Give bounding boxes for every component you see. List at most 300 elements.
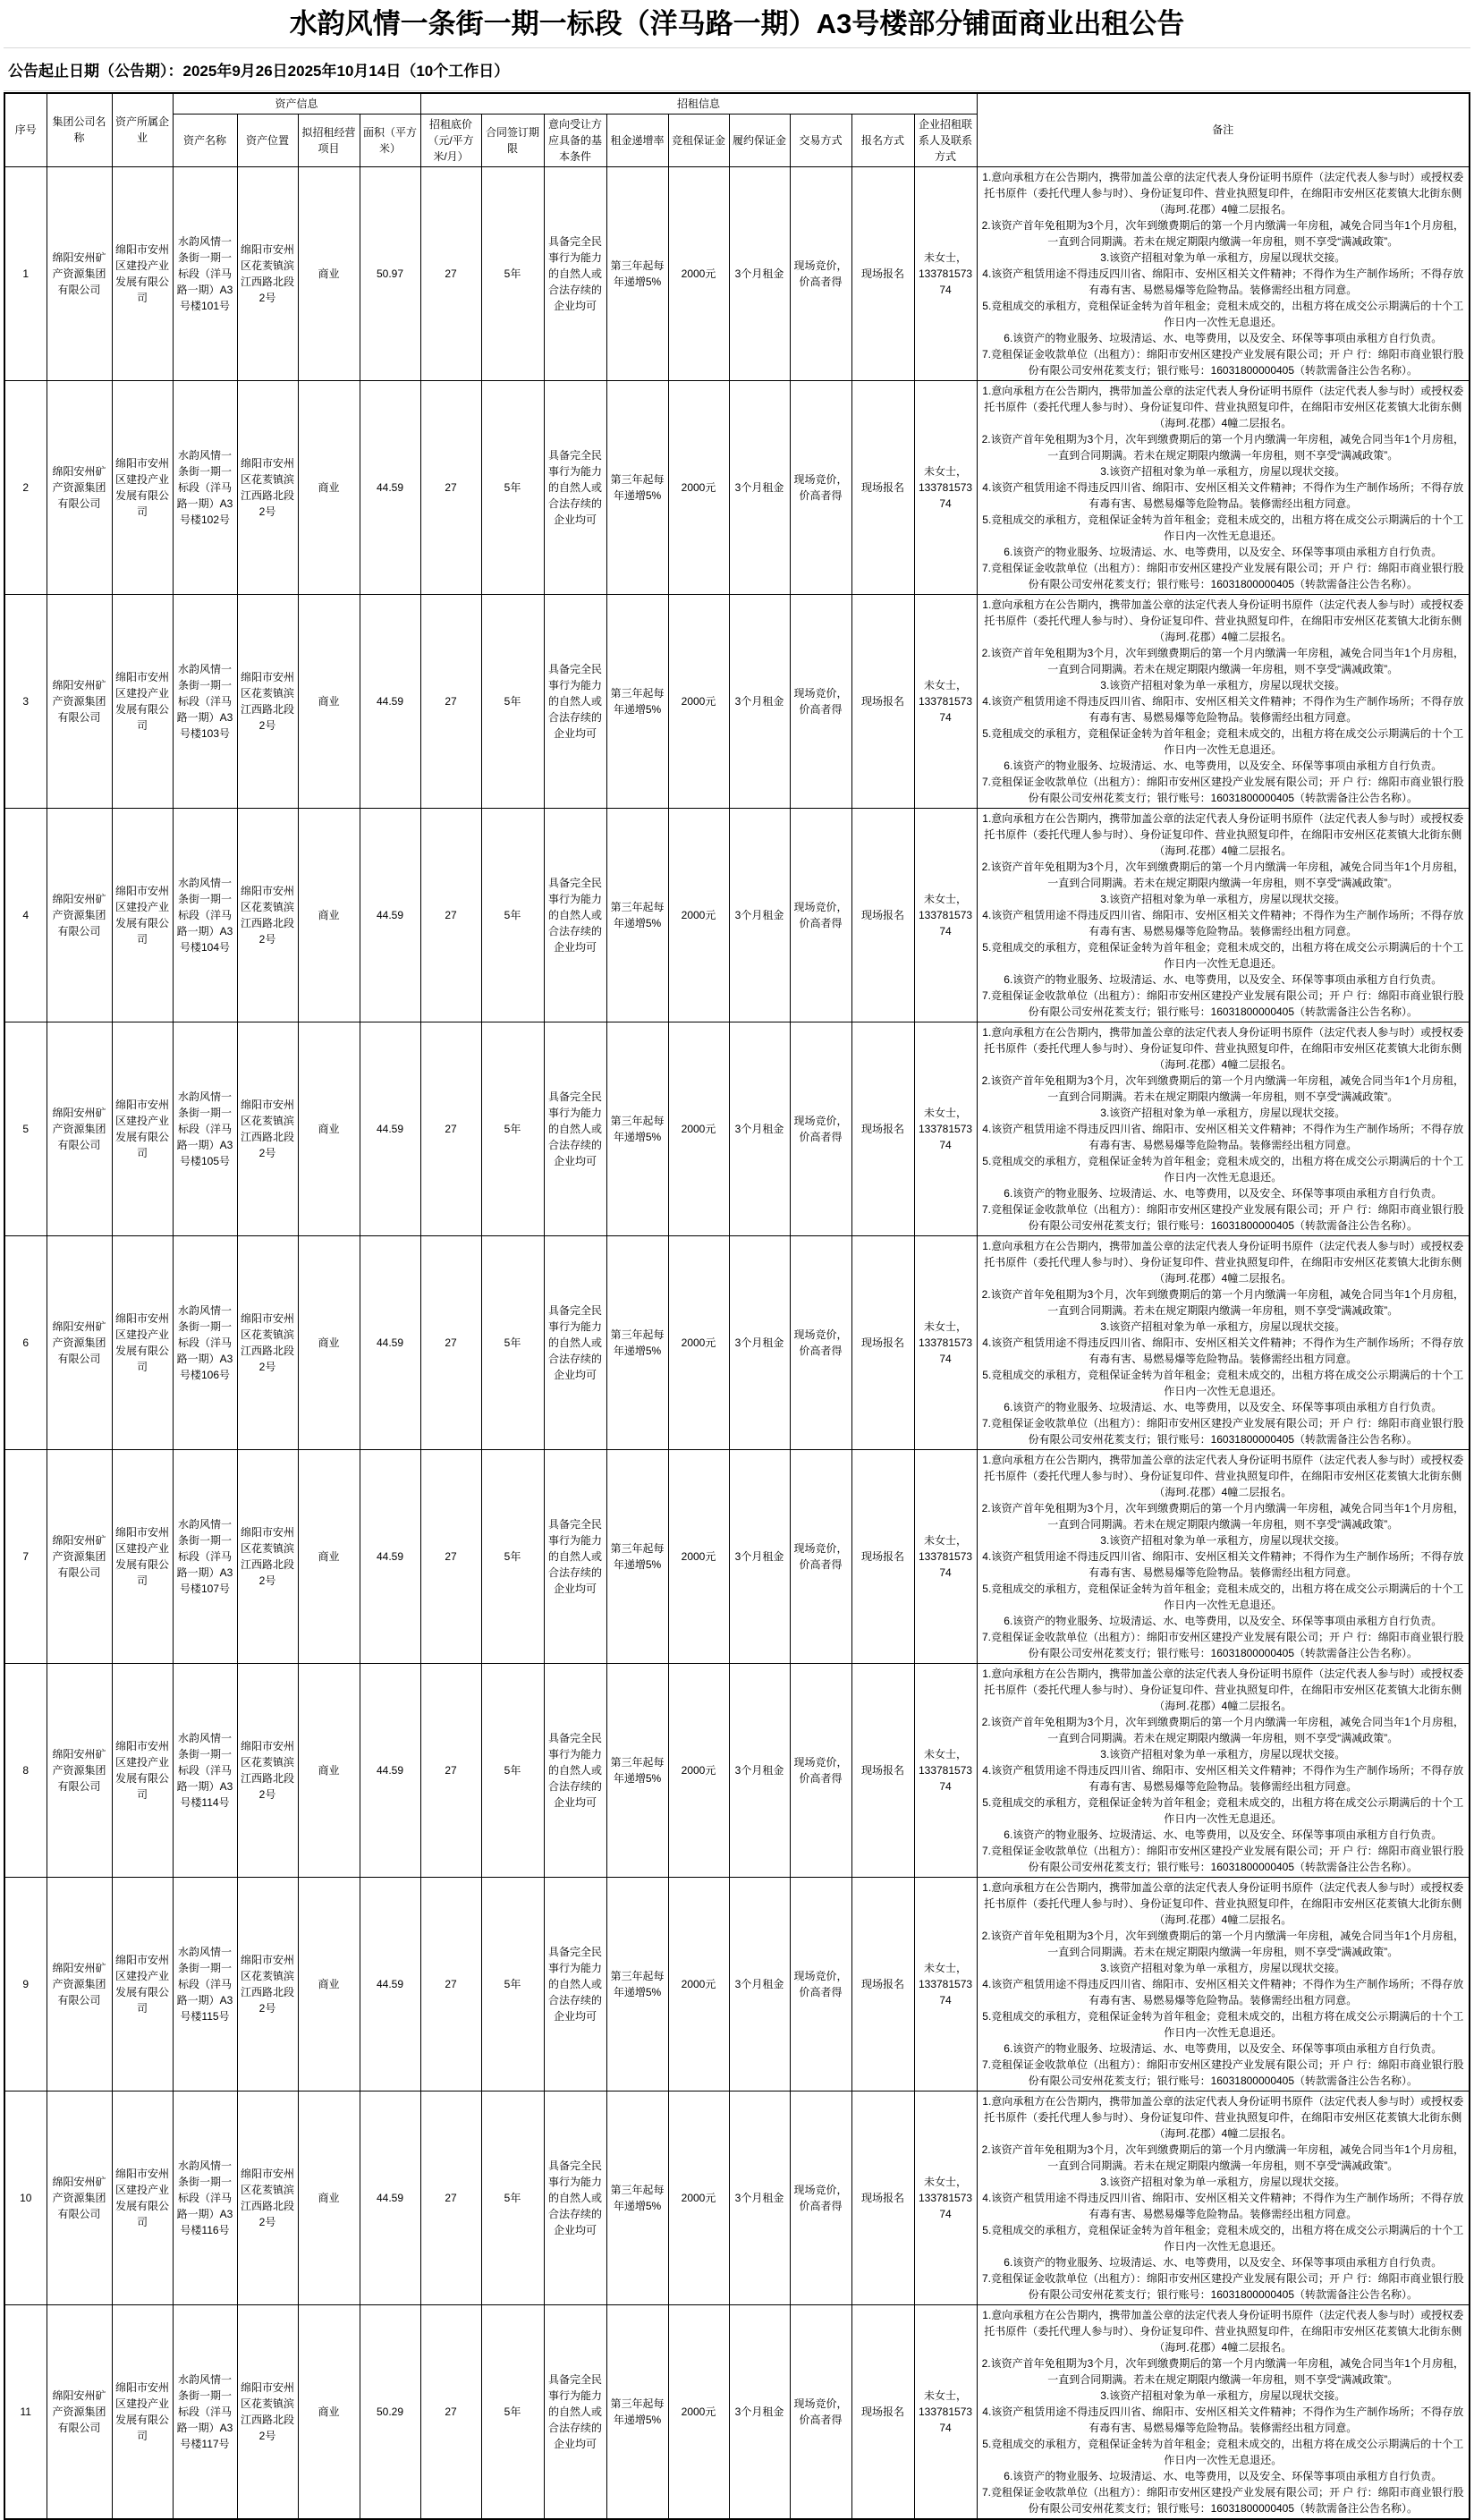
cell-contact: 未女士，13378157374 [914, 1235, 977, 1449]
cell-asset-location: 绵阳市安州区花荄镇滨江西路北段2号 [237, 1022, 298, 1235]
cell-serial: 8 [4, 1663, 47, 1877]
cell-rent-increase: 第三年起每年递增5% [606, 1449, 668, 1663]
remark-item: 7.竞租保证金收款单位（出租方）：绵阳市安州区建投产业发展有限公司；开 户 行：绵阳市商业银行股份有限公司安州花荄支行；银行账号：16031800000405（转款需备注公告名称）。 [981, 1630, 1464, 1659]
remark-item: 6.该资产的物业服务、垃圾清运、水、电等费用，以及安全、环保等事项由承租方自行负责。 [1004, 2255, 1443, 2269]
cell-bid-deposit: 2000元 [668, 380, 729, 594]
header-bid-deposit: 竞租保证金 [668, 114, 729, 166]
cell-group-company: 绵阳安州矿产资源集团有限公司 [47, 166, 112, 380]
table-header [4, 93, 1470, 167]
cell-serial: 11 [4, 2304, 47, 2519]
remark-item: 1.意向承租方在公告期内，携带加盖公章的法定代表人身份证明书原件（法定代表人参与时）或授权委托书原件（委托代理人参与时）、身份证复印件、营业执照复印件，在绵阳市安州区花荄镇大北街东侧（海珂.花郡）4幢二层报名。 [982, 384, 1464, 429]
cell-transaction-method: 现场竞价，价高者得 [790, 594, 851, 808]
cell-asset-enterprise: 绵阳市安州区建投产业发展有限公司 [112, 1449, 173, 1663]
cell-qualification: 具备完全民事行为能力的自然人或合法存续的企业均可 [544, 166, 606, 380]
remark-item: 3.该资产招租对象为单一承租方，房屋以现状交接。 [1100, 1747, 1346, 1761]
cell-asset-location: 绵阳市安州区花荄镇滨江西路北段2号 [237, 1449, 298, 1663]
remark-item: 2.该资产首年免租期为3个月，次年到缴费期后的第一个月内缴满一年房租，减免合同当年1个月房租，一直到合同期满。若未在规定期限内缴满一年房租，则不享受“满减政策”。 [981, 218, 1464, 248]
cell-registration-method: 现场报名 [851, 2091, 914, 2304]
cell-transaction-method: 现场竞价，价高者得 [790, 808, 851, 1022]
cell-contract-term: 5年 [481, 2091, 544, 2304]
cell-serial: 6 [4, 1235, 47, 1449]
cell-remarks [977, 166, 1470, 380]
cell-asset-enterprise: 绵阳市安州区建投产业发展有限公司 [112, 1663, 173, 1877]
cell-serial: 1 [4, 166, 47, 380]
remark-item: 5.竞租成交的承租方，竞租保证金转为首年租金；竞租未成交的，出租方将在成交公示期满后的十个工作日内一次性无息退还。 [982, 1154, 1464, 1184]
cell-asset-name: 水韵风情一条街一期一标段（洋马路一期）A3号楼105号 [173, 1022, 237, 1235]
remark-item: 3.该资产招租对象为单一承租方，房屋以现状交接。 [1100, 892, 1346, 905]
cell-area: 50.97 [360, 166, 420, 380]
remark-item: 3.该资产招租对象为单一承租方，房屋以现状交接。 [1100, 678, 1346, 692]
cell-performance-bond: 3个月租金 [729, 1022, 790, 1235]
header-base-price: 招租底价（元/平方米/月） [420, 114, 481, 166]
cell-serial: 5 [4, 1022, 47, 1235]
cell-serial: 9 [4, 1877, 47, 2091]
header-contact: 企业招租联系人及联系方式 [914, 114, 977, 166]
cell-base-price: 27 [420, 2304, 481, 2519]
cell-transaction-method: 现场竞价，价高者得 [790, 1235, 851, 1449]
cell-area: 44.59 [360, 1663, 420, 1877]
cell-bid-deposit: 2000元 [668, 1663, 729, 1877]
cell-transaction-method: 现场竞价，价高者得 [790, 166, 851, 380]
cell-registration-method: 现场报名 [851, 1663, 914, 1877]
cell-registration-method: 现场报名 [851, 1235, 914, 1449]
remark-item: 4.该资产租赁用途不得违反四川省、绵阳市、安州区相关文件精神；不得作为生产制作场所；不得存放有毒有害、易燃易爆等危险物品。装修需经出租方同意。 [982, 1336, 1464, 1365]
cell-performance-bond: 3个月租金 [729, 594, 790, 808]
cell-area: 44.59 [360, 380, 420, 594]
remark-item: 1.意向承租方在公告期内，携带加盖公章的法定代表人身份证明书原件（法定代表人参与时）或授权委托书原件（委托代理人参与时）、身份证复印件、营业执照复印件，在绵阳市安州区花荄镇大北街东侧（海珂.花郡）4幢二层报名。 [982, 1453, 1464, 1498]
remark-item: 2.该资产首年免租期为3个月，次年到缴费期后的第一个月内缴满一年房租，减免合同当年1个月房租，一直到合同期满。若未在规定期限内缴满一年房租，则不享受“满减政策”。 [981, 1073, 1464, 1103]
cell-asset-location: 绵阳市安州区花荄镇滨江西路北段2号 [237, 1235, 298, 1449]
cell-base-price: 27 [420, 380, 481, 594]
cell-remarks [977, 2304, 1470, 2519]
cell-registration-method: 现场报名 [851, 2304, 914, 2519]
cell-qualification: 具备完全民事行为能力的自然人或合法存续的企业均可 [544, 1663, 606, 1877]
header-serial: 序号 [4, 93, 47, 167]
cell-remarks [977, 380, 1470, 594]
cell-area: 44.59 [360, 1449, 420, 1663]
cell-asset-enterprise: 绵阳市安州区建投产业发展有限公司 [112, 1022, 173, 1235]
remark-item: 2.该资产首年免租期为3个月，次年到缴费期后的第一个月内缴满一年房租，减免合同当年1个月房租，一直到合同期满。若未在规定期限内缴满一年房租，则不享受“满减政策”。 [981, 1715, 1464, 1744]
remark-item: 4.该资产租赁用途不得违反四川省、绵阳市、安州区相关文件精神；不得作为生产制作场所；不得存放有毒有害、易燃易爆等危险物品。装修需经出租方同意。 [982, 2191, 1464, 2220]
cell-registration-method: 现场报名 [851, 380, 914, 594]
remark-item: 1.意向承租方在公告期内，携带加盖公章的法定代表人身份证明书原件（法定代表人参与时）或授权委托书原件（委托代理人参与时）、身份证复印件、营业执照复印件，在绵阳市安州区花荄镇大北街东侧（海珂.花郡）4幢二层报名。 [982, 2308, 1464, 2354]
cell-area: 44.59 [360, 808, 420, 1022]
cell-contact: 未女士，13378157374 [914, 1449, 977, 1663]
table-row [4, 166, 1470, 380]
cell-qualification: 具备完全民事行为能力的自然人或合法存续的企业均可 [544, 1235, 606, 1449]
cell-asset-name: 水韵风情一条街一期一标段（洋马路一期）A3号楼101号 [173, 166, 237, 380]
remark-item: 7.竞租保证金收款单位（出租方）：绵阳市安州区建投产业发展有限公司；开 户 行：绵阳市商业银行股份有限公司安州花荄支行；银行账号：16031800000405（转款需备注公告名称）。 [981, 1202, 1464, 1232]
header-area: 面积（平方米） [360, 114, 420, 166]
cell-contract-term: 5年 [481, 1235, 544, 1449]
remark-item: 3.该资产招租对象为单一承租方，房屋以现状交接。 [1100, 2388, 1346, 2402]
remark-item: 4.该资产租赁用途不得违反四川省、绵阳市、安州区相关文件精神；不得作为生产制作场所；不得存放有毒有害、易燃易爆等危险物品。装修需经出租方同意。 [982, 2405, 1464, 2434]
remark-item: 7.竞租保证金收款单位（出租方）：绵阳市安州区建投产业发展有限公司；开 户 行：绵阳市商业银行股份有限公司安州花荄支行；银行账号：16031800000405（转款需备注公告名称）。 [981, 2058, 1464, 2087]
remark-item: 6.该资产的物业服务、垃圾清运、水、电等费用，以及安全、环保等事项由承租方自行负责。 [1004, 2469, 1443, 2482]
remark-item: 1.意向承租方在公告期内，携带加盖公章的法定代表人身份证明书原件（法定代表人参与时）或授权委托书原件（委托代理人参与时）、身份证复印件、营业执照复印件，在绵阳市安州区花荄镇大北街东侧（海珂.花郡）4幢二层报名。 [982, 1239, 1464, 1285]
remark-item: 5.竞租成交的承租方，竞租保证金转为首年租金；竞租未成交的，出租方将在成交公示期满后的十个工作日内一次性无息退还。 [982, 513, 1464, 542]
cell-business-project: 商业 [298, 166, 360, 380]
remark-item: 5.竞租成交的承租方，竞租保证金转为首年租金；竞租未成交的，出租方将在成交公示期满后的十个工作日内一次性无息退还。 [982, 940, 1464, 970]
cell-qualification: 具备完全民事行为能力的自然人或合法存续的企业均可 [544, 1877, 606, 2091]
remark-item: 7.竞租保证金收款单位（出租方）：绵阳市安州区建投产业发展有限公司；开 户 行：绵阳市商业银行股份有限公司安州花荄支行；银行账号：16031800000405（转款需备注公告名称）。 [981, 2485, 1464, 2515]
remark-item: 5.竞租成交的承租方，竞租保证金转为首年租金；竞租未成交的，出租方将在成交公示期满后的十个工作日内一次性无息退还。 [982, 2437, 1464, 2466]
remark-item: 6.该资产的物业服务、垃圾清运、水、电等费用，以及安全、环保等事项由承租方自行负责。 [1004, 1614, 1443, 1627]
cell-remarks [977, 1449, 1470, 1663]
cell-contract-term: 5年 [481, 166, 544, 380]
cell-registration-method: 现场报名 [851, 594, 914, 808]
cell-remarks [977, 808, 1470, 1022]
header-asset-enterprise: 资产所属企业 [112, 93, 173, 167]
cell-asset-location: 绵阳市安州区花荄镇滨江西路北段2号 [237, 2091, 298, 2304]
cell-asset-name: 水韵风情一条街一期一标段（洋马路一期）A3号楼116号 [173, 2091, 237, 2304]
cell-contract-term: 5年 [481, 1022, 544, 1235]
cell-base-price: 27 [420, 2091, 481, 2304]
cell-bid-deposit: 2000元 [668, 1235, 729, 1449]
remark-item: 2.该资产首年免租期为3个月，次年到缴费期后的第一个月内缴满一年房租，减免合同当年1个月房租，一直到合同期满。若未在规定期限内缴满一年房租，则不享受“满减政策”。 [981, 646, 1464, 675]
cell-group-company: 绵阳安州矿产资源集团有限公司 [47, 808, 112, 1022]
cell-transaction-method: 现场竞价，价高者得 [790, 1449, 851, 1663]
cell-bid-deposit: 2000元 [668, 2304, 729, 2519]
remark-item: 3.该资产招租对象为单一承租方，房屋以现状交接。 [1100, 2175, 1346, 2188]
table-body [4, 166, 1470, 2519]
cell-group-company: 绵阳安州矿产资源集团有限公司 [47, 1877, 112, 2091]
remark-item: 2.该资产首年免租期为3个月，次年到缴费期后的第一个月内缴满一年房租，减免合同当年1个月房租，一直到合同期满。若未在规定期限内缴满一年房租，则不享受“满减政策”。 [981, 1501, 1464, 1531]
cell-rent-increase: 第三年起每年递增5% [606, 380, 668, 594]
remark-item: 7.竞租保证金收款单位（出租方）：绵阳市安州区建投产业发展有限公司；开 户 行：绵阳市商业银行股份有限公司安州花荄支行；银行账号：16031800000405（转款需备注公告名称）。 [981, 2271, 1464, 2301]
cell-base-price: 27 [420, 1663, 481, 1877]
header-group-asset-info: 资产信息 [173, 93, 420, 115]
cell-asset-enterprise: 绵阳市安州区建投产业发展有限公司 [112, 2304, 173, 2519]
cell-contact: 未女士，13378157374 [914, 594, 977, 808]
cell-qualification: 具备完全民事行为能力的自然人或合法存续的企业均可 [544, 1449, 606, 1663]
cell-contract-term: 5年 [481, 594, 544, 808]
cell-rent-increase: 第三年起每年递增5% [606, 594, 668, 808]
cell-registration-method: 现场报名 [851, 1449, 914, 1663]
remark-item: 1.意向承租方在公告期内，携带加盖公章的法定代表人身份证明书原件（法定代表人参与时）或授权委托书原件（委托代理人参与时）、身份证复印件、营业执照复印件，在绵阳市安州区花荄镇大北街东侧（海珂.花郡）4幢二层报名。 [982, 1025, 1464, 1071]
cell-registration-method: 现场报名 [851, 808, 914, 1022]
cell-performance-bond: 3个月租金 [729, 2091, 790, 2304]
cell-contact: 未女士，13378157374 [914, 2304, 977, 2519]
cell-qualification: 具备完全民事行为能力的自然人或合法存续的企业均可 [544, 1022, 606, 1235]
cell-area: 44.59 [360, 1877, 420, 2091]
cell-asset-name: 水韵风情一条街一期一标段（洋马路一期）A3号楼102号 [173, 380, 237, 594]
cell-registration-method: 现场报名 [851, 1022, 914, 1235]
remark-item: 3.该资产招租对象为单一承租方，房屋以现状交接。 [1100, 1319, 1346, 1333]
header-rent-increase: 租金递增率 [606, 114, 668, 166]
cell-bid-deposit: 2000元 [668, 166, 729, 380]
cell-base-price: 27 [420, 594, 481, 808]
remark-item: 7.竞租保证金收款单位（出租方）：绵阳市安州区建投产业发展有限公司；开 户 行：绵阳市商业银行股份有限公司安州花荄支行；银行账号：16031800000405（转款需备注公告名称）。 [981, 1416, 1464, 1446]
remark-item: 5.竞租成交的承租方，竞租保证金转为首年租金；竞租未成交的，出租方将在成交公示期满后的十个工作日内一次性无息退还。 [982, 2223, 1464, 2253]
remark-item: 6.该资产的物业服务、垃圾清运、水、电等费用，以及安全、环保等事项由承租方自行负责。 [1004, 331, 1443, 344]
cell-bid-deposit: 2000元 [668, 1022, 729, 1235]
cell-asset-location: 绵阳市安州区花荄镇滨江西路北段2号 [237, 166, 298, 380]
cell-serial: 3 [4, 594, 47, 808]
cell-group-company: 绵阳安州矿产资源集团有限公司 [47, 1449, 112, 1663]
remark-item: 1.意向承租方在公告期内，携带加盖公章的法定代表人身份证明书原件（法定代表人参与时）或授权委托书原件（委托代理人参与时）、身份证复印件、营业执照复印件，在绵阳市安州区花荄镇大北街东侧（海珂.花郡）4幢二层报名。 [982, 1667, 1464, 1712]
remark-item: 4.该资产租赁用途不得违反四川省、绵阳市、安州区相关文件精神；不得作为生产制作场所；不得存放有毒有害、易燃易爆等危险物品。装修需经出租方同意。 [982, 694, 1464, 724]
cell-rent-increase: 第三年起每年递增5% [606, 808, 668, 1022]
remark-item: 3.该资产招租对象为单一承租方，房屋以现状交接。 [1100, 1961, 1346, 1974]
cell-performance-bond: 3个月租金 [729, 1877, 790, 2091]
cell-rent-increase: 第三年起每年递增5% [606, 1663, 668, 1877]
cell-transaction-method: 现场竞价，价高者得 [790, 2304, 851, 2519]
header-performance-bond: 履约保证金 [729, 114, 790, 166]
remark-item: 2.该资产首年免租期为3个月，次年到缴费期后的第一个月内缴满一年房租，减免合同当年1个月房租，一直到合同期满。若未在规定期限内缴满一年房租，则不享受“满减政策”。 [981, 860, 1464, 889]
cell-remarks [977, 1235, 1470, 1449]
table-row [4, 1449, 1470, 1663]
cell-contact: 未女士，13378157374 [914, 380, 977, 594]
cell-rent-increase: 第三年起每年递增5% [606, 1022, 668, 1235]
table-row [4, 594, 1470, 808]
cell-contact: 未女士，13378157374 [914, 808, 977, 1022]
remark-item: 3.该资产招租对象为单一承租方，房屋以现状交接。 [1100, 1106, 1346, 1119]
cell-business-project: 商业 [298, 380, 360, 594]
cell-bid-deposit: 2000元 [668, 808, 729, 1022]
remark-item: 2.该资产首年免租期为3个月，次年到缴费期后的第一个月内缴满一年房租，减免合同当年1个月房租，一直到合同期满。若未在规定期限内缴满一年房租，则不享受“满减政策”。 [981, 432, 1464, 462]
remark-item: 5.竞租成交的承租方，竞租保证金转为首年租金；竞租未成交的，出租方将在成交公示期满后的十个工作日内一次性无息退还。 [982, 1368, 1464, 1397]
cell-asset-name: 水韵风情一条街一期一标段（洋马路一期）A3号楼103号 [173, 594, 237, 808]
cell-rent-increase: 第三年起每年递增5% [606, 1877, 668, 2091]
remark-item: 4.该资产租赁用途不得违反四川省、绵阳市、安州区相关文件精神；不得作为生产制作场所；不得存放有毒有害、易燃易爆等危险物品。装修需经出租方同意。 [982, 480, 1464, 510]
cell-business-project: 商业 [298, 1449, 360, 1663]
cell-remarks [977, 2091, 1470, 2304]
cell-bid-deposit: 2000元 [668, 2091, 729, 2304]
cell-contract-term: 5年 [481, 2304, 544, 2519]
cell-remarks [977, 1663, 1470, 1877]
table-row [4, 380, 1470, 594]
remark-item: 6.该资产的物业服务、垃圾清运、水、电等费用，以及安全、环保等事项由承租方自行负责。 [1004, 545, 1443, 558]
cell-performance-bond: 3个月租金 [729, 166, 790, 380]
cell-group-company: 绵阳安州矿产资源集团有限公司 [47, 380, 112, 594]
cell-bid-deposit: 2000元 [668, 594, 729, 808]
header-group-leasing-info: 招租信息 [420, 93, 977, 115]
remark-item: 7.竞租保证金收款单位（出租方）：绵阳市安州区建投产业发展有限公司；开 户 行：绵阳市商业银行股份有限公司安州花荄支行；银行账号：16031800000405（转款需备注公告名称）。 [981, 988, 1464, 1018]
cell-remarks [977, 1877, 1470, 2091]
cell-qualification: 具备完全民事行为能力的自然人或合法存续的企业均可 [544, 808, 606, 1022]
cell-asset-enterprise: 绵阳市安州区建投产业发展有限公司 [112, 2091, 173, 2304]
remark-item: 1.意向承租方在公告期内，携带加盖公章的法定代表人身份证明书原件（法定代表人参与时）或授权委托书原件（委托代理人参与时）、身份证复印件、营业执照复印件，在绵阳市安州区花荄镇大北街东侧（海珂.花郡）4幢二层报名。 [982, 598, 1464, 643]
cell-asset-name: 水韵风情一条街一期一标段（洋马路一期）A3号楼104号 [173, 808, 237, 1022]
cell-asset-location: 绵阳市安州区花荄镇滨江西路北段2号 [237, 2304, 298, 2519]
cell-base-price: 27 [420, 1022, 481, 1235]
cell-base-price: 27 [420, 1449, 481, 1663]
cell-base-price: 27 [420, 1235, 481, 1449]
cell-performance-bond: 3个月租金 [729, 1235, 790, 1449]
cell-transaction-method: 现场竞价，价高者得 [790, 2091, 851, 2304]
cell-contact: 未女士，13378157374 [914, 1022, 977, 1235]
cell-group-company: 绵阳安州矿产资源集团有限公司 [47, 1235, 112, 1449]
remark-item: 3.该资产招租对象为单一承租方，房屋以现状交接。 [1100, 1533, 1346, 1547]
rental-table [4, 92, 1470, 2520]
cell-rent-increase: 第三年起每年递增5% [606, 2091, 668, 2304]
table-row [4, 1663, 1470, 1877]
remark-item: 4.该资产租赁用途不得违反四川省、绵阳市、安州区相关文件精神；不得作为生产制作场所；不得存放有毒有害、易燃易爆等危险物品。装修需经出租方同意。 [982, 1977, 1464, 2007]
cell-remarks [977, 594, 1470, 808]
cell-contact: 未女士，13378157374 [914, 1663, 977, 1877]
cell-business-project: 商业 [298, 1022, 360, 1235]
remark-item: 7.竞租保证金收款单位（出租方）：绵阳市安州区建投产业发展有限公司；开 户 行：绵阳市商业银行股份有限公司安州花荄支行；银行账号：16031800000405（转款需备注公告名称）。 [981, 347, 1464, 377]
remark-item: 5.竞租成交的承租方，竞租保证金转为首年租金；竞租未成交的，出租方将在成交公示期满后的十个工作日内一次性无息退还。 [982, 726, 1464, 756]
table-row [4, 1877, 1470, 2091]
header-asset-location: 资产位置 [237, 114, 298, 166]
remark-item: 1.意向承租方在公告期内，携带加盖公章的法定代表人身份证明书原件（法定代表人参与时）或授权委托书原件（委托代理人参与时）、身份证复印件、营业执照复印件，在绵阳市安州区花荄镇大北街东侧（海珂.花郡）4幢二层报名。 [982, 1880, 1464, 1926]
table-row [4, 2091, 1470, 2304]
remark-item: 2.该资产首年免租期为3个月，次年到缴费期后的第一个月内缴满一年房租，减免合同当年1个月房租，一直到合同期满。若未在规定期限内缴满一年房租，则不享受“满减政策”。 [981, 2356, 1464, 2386]
cell-business-project: 商业 [298, 2304, 360, 2519]
remark-item: 4.该资产租赁用途不得违反四川省、绵阳市、安州区相关文件精神；不得作为生产制作场所；不得存放有毒有害、易燃易爆等危险物品。装修需经出租方同意。 [982, 1122, 1464, 1151]
cell-business-project: 商业 [298, 808, 360, 1022]
cell-asset-enterprise: 绵阳市安州区建投产业发展有限公司 [112, 808, 173, 1022]
remark-item: 2.该资产首年免租期为3个月，次年到缴费期后的第一个月内缴满一年房租，减免合同当年1个月房租，一直到合同期满。若未在规定期限内缴满一年房租，则不享受“满减政策”。 [981, 1287, 1464, 1317]
header-group-company: 集团公司名称 [47, 93, 112, 167]
remark-item: 6.该资产的物业服务、垃圾清运、水、电等费用，以及安全、环保等事项由承租方自行负责。 [1004, 1400, 1443, 1413]
remark-item: 7.竞租保证金收款单位（出租方）：绵阳市安州区建投产业发展有限公司；开 户 行：绵阳市商业银行股份有限公司安州花荄支行；银行账号：16031800000405（转款需备注公告名称）。 [981, 775, 1464, 804]
remark-item: 7.竞租保证金收款单位（出租方）：绵阳市安州区建投产业发展有限公司；开 户 行：绵阳市商业银行股份有限公司安州花荄支行；银行账号：16031800000405（转款需备注公告名称）。 [981, 1844, 1464, 1873]
cell-asset-name: 水韵风情一条街一期一标段（洋马路一期）A3号楼115号 [173, 1877, 237, 2091]
cell-asset-location: 绵阳市安州区花荄镇滨江西路北段2号 [237, 380, 298, 594]
header-contract-term: 合同签订期限 [481, 114, 544, 166]
cell-transaction-method: 现场竞价，价高者得 [790, 1877, 851, 2091]
header-group-row [4, 93, 1470, 115]
cell-rent-increase: 第三年起每年递增5% [606, 166, 668, 380]
cell-asset-location: 绵阳市安州区花荄镇滨江西路北段2号 [237, 808, 298, 1022]
remark-item: 7.竞租保证金收款单位（出租方）：绵阳市安州区建投产业发展有限公司；开 户 行：绵阳市商业银行股份有限公司安州花荄支行；银行账号：16031800000405（转款需备注公告名称）。 [981, 561, 1464, 590]
cell-registration-method: 现场报名 [851, 166, 914, 380]
remark-item: 6.该资产的物业服务、垃圾清运、水、电等费用，以及安全、环保等事项由承租方自行负责。 [1004, 759, 1443, 772]
cell-remarks [977, 1022, 1470, 1235]
cell-group-company: 绵阳安州矿产资源集团有限公司 [47, 1022, 112, 1235]
cell-contact: 未女士，13378157374 [914, 2091, 977, 2304]
cell-contact: 未女士，13378157374 [914, 1877, 977, 2091]
header-registration-method: 报名方式 [851, 114, 914, 166]
header-business-project: 拟招租经营项目 [298, 114, 360, 166]
cell-qualification: 具备完全民事行为能力的自然人或合法存续的企业均可 [544, 380, 606, 594]
cell-qualification: 具备完全民事行为能力的自然人或合法存续的企业均可 [544, 594, 606, 808]
table-row [4, 1022, 1470, 1235]
cell-performance-bond: 3个月租金 [729, 380, 790, 594]
cell-performance-bond: 3个月租金 [729, 808, 790, 1022]
cell-asset-name: 水韵风情一条街一期一标段（洋马路一期）A3号楼114号 [173, 1663, 237, 1877]
remark-item: 2.该资产首年免租期为3个月，次年到缴费期后的第一个月内缴满一年房租，减免合同当年1个月房租，一直到合同期满。若未在规定期限内缴满一年房租，则不享受“满减政策”。 [981, 1929, 1464, 1958]
cell-business-project: 商业 [298, 1235, 360, 1449]
remark-item: 4.该资产租赁用途不得违反四川省、绵阳市、安州区相关文件精神；不得作为生产制作场所；不得存放有毒有害、易燃易爆等危险物品。装修需经出租方同意。 [982, 1549, 1464, 1579]
cell-asset-location: 绵阳市安州区花荄镇滨江西路北段2号 [237, 1663, 298, 1877]
remark-item: 2.该资产首年免租期为3个月，次年到缴费期后的第一个月内缴满一年房租，减免合同当年1个月房租，一直到合同期满。若未在规定期限内缴满一年房租，则不享受“满减政策”。 [981, 2142, 1464, 2172]
cell-performance-bond: 3个月租金 [729, 2304, 790, 2519]
cell-business-project: 商业 [298, 594, 360, 808]
cell-area: 44.59 [360, 594, 420, 808]
cell-transaction-method: 现场竞价，价高者得 [790, 380, 851, 594]
cell-base-price: 27 [420, 166, 481, 380]
remark-item: 1.意向承租方在公告期内，携带加盖公章的法定代表人身份证明书原件（法定代表人参与时）或授权委托书原件（委托代理人参与时）、身份证复印件、营业执照复印件，在绵阳市安州区花荄镇大北街东侧（海珂.花郡）4幢二层报名。 [982, 811, 1464, 857]
cell-contract-term: 5年 [481, 380, 544, 594]
cell-asset-enterprise: 绵阳市安州区建投产业发展有限公司 [112, 1235, 173, 1449]
cell-area: 44.59 [360, 1235, 420, 1449]
remark-item: 4.该资产租赁用途不得违反四川省、绵阳市、安州区相关文件精神；不得作为生产制作场所；不得存放有毒有害、易燃易爆等危险物品。装修需经出租方同意。 [982, 267, 1464, 296]
header-asset-name: 资产名称 [173, 114, 237, 166]
cell-contract-term: 5年 [481, 1663, 544, 1877]
header-qualification: 意向受让方应具备的基本条件 [544, 114, 606, 166]
cell-contract-term: 5年 [481, 1877, 544, 2091]
cell-group-company: 绵阳安州矿产资源集团有限公司 [47, 2091, 112, 2304]
cell-contract-term: 5年 [481, 1449, 544, 1663]
cell-serial: 2 [4, 380, 47, 594]
remark-item: 3.该资产招租对象为单一承租方，房屋以现状交接。 [1100, 464, 1346, 478]
header-transaction-method: 交易方式 [790, 114, 851, 166]
header-remarks: 备注 [977, 93, 1470, 167]
cell-group-company: 绵阳安州矿产资源集团有限公司 [47, 1663, 112, 1877]
cell-performance-bond: 3个月租金 [729, 1449, 790, 1663]
cell-group-company: 绵阳安州矿产资源集团有限公司 [47, 2304, 112, 2519]
cell-contract-term: 5年 [481, 808, 544, 1022]
cell-base-price: 27 [420, 1877, 481, 2091]
cell-rent-increase: 第三年起每年递增5% [606, 2304, 668, 2519]
cell-qualification: 具备完全民事行为能力的自然人或合法存续的企业均可 [544, 2304, 606, 2519]
remark-item: 5.竞租成交的承租方，竞租保证金转为首年租金；竞租未成交的，出租方将在成交公示期满后的十个工作日内一次性无息退还。 [982, 1795, 1464, 1825]
cell-bid-deposit: 2000元 [668, 1877, 729, 2091]
cell-base-price: 27 [420, 808, 481, 1022]
announcement-period: 公告起止日期（公告期）：2025年9月26日2025年10月14日（10个工作日） [4, 48, 1470, 91]
cell-asset-enterprise: 绵阳市安州区建投产业发展有限公司 [112, 1877, 173, 2091]
cell-registration-method: 现场报名 [851, 1877, 914, 2091]
cell-asset-name: 水韵风情一条街一期一标段（洋马路一期）A3号楼107号 [173, 1449, 237, 1663]
table-row [4, 1235, 1470, 1449]
remark-item: 5.竞租成交的承租方，竞租保证金转为首年租金；竞租未成交的，出租方将在成交公示期满后的十个工作日内一次性无息退还。 [982, 299, 1464, 328]
remark-item: 6.该资产的物业服务、垃圾清运、水、电等费用，以及安全、环保等事项由承租方自行负责。 [1004, 972, 1443, 986]
page-title: 水韵风情一条街一期一标段（洋马路一期）A3号楼部分铺面商业出租公告 [4, 2, 1470, 48]
cell-asset-enterprise: 绵阳市安州区建投产业发展有限公司 [112, 166, 173, 380]
cell-bid-deposit: 2000元 [668, 1449, 729, 1663]
cell-area: 44.59 [360, 2091, 420, 2304]
remark-item: 1.意向承租方在公告期内，携带加盖公章的法定代表人身份证明书原件（法定代表人参与时）或授权委托书原件（委托代理人参与时）、身份证复印件、营业执照复印件，在绵阳市安州区花荄镇大北街东侧（海珂.花郡）4幢二层报名。 [982, 170, 1464, 216]
table-row [4, 808, 1470, 1022]
cell-asset-enterprise: 绵阳市安州区建投产业发展有限公司 [112, 380, 173, 594]
remark-item: 5.竞租成交的承租方，竞租保证金转为首年租金；竞租未成交的，出租方将在成交公示期满后的十个工作日内一次性无息退还。 [982, 1582, 1464, 1611]
cell-serial: 10 [4, 2091, 47, 2304]
cell-rent-increase: 第三年起每年递增5% [606, 1235, 668, 1449]
cell-area: 44.59 [360, 1022, 420, 1235]
cell-serial: 4 [4, 808, 47, 1022]
cell-asset-enterprise: 绵阳市安州区建投产业发展有限公司 [112, 594, 173, 808]
cell-transaction-method: 现场竞价，价高者得 [790, 1663, 851, 1877]
cell-area: 50.29 [360, 2304, 420, 2519]
remark-item: 6.该资产的物业服务、垃圾清运、水、电等费用，以及安全、环保等事项由承租方自行负责。 [1004, 2041, 1443, 2055]
remark-item: 3.该资产招租对象为单一承租方，房屋以现状交接。 [1100, 250, 1346, 264]
cell-group-company: 绵阳安州矿产资源集团有限公司 [47, 594, 112, 808]
remark-item: 6.该资产的物业服务、垃圾清运、水、电等费用，以及安全、环保等事项由承租方自行负责。 [1004, 1828, 1443, 1841]
cell-business-project: 商业 [298, 1663, 360, 1877]
table-row [4, 2304, 1470, 2519]
remark-item: 6.该资产的物业服务、垃圾清运、水、电等费用，以及安全、环保等事项由承租方自行负责。 [1004, 1186, 1443, 1200]
cell-business-project: 商业 [298, 2091, 360, 2304]
remark-item: 5.竞租成交的承租方，竞租保证金转为首年租金；竞租未成交的，出租方将在成交公示期满后的十个工作日内一次性无息退还。 [982, 2009, 1464, 2039]
cell-asset-name: 水韵风情一条街一期一标段（洋马路一期）A3号楼117号 [173, 2304, 237, 2519]
remark-item: 1.意向承租方在公告期内，携带加盖公章的法定代表人身份证明书原件（法定代表人参与时）或授权委托书原件（委托代理人参与时）、身份证复印件、营业执照复印件，在绵阳市安州区花荄镇大北街东侧（海珂.花郡）4幢二层报名。 [982, 2094, 1464, 2140]
cell-asset-location: 绵阳市安州区花荄镇滨江西路北段2号 [237, 594, 298, 808]
remark-item: 4.该资产租赁用途不得违反四川省、绵阳市、安州区相关文件精神；不得作为生产制作场所；不得存放有毒有害、易燃易爆等危险物品。装修需经出租方同意。 [982, 1763, 1464, 1793]
cell-serial: 7 [4, 1449, 47, 1663]
cell-asset-name: 水韵风情一条街一期一标段（洋马路一期）A3号楼106号 [173, 1235, 237, 1449]
cell-contact: 未女士，13378157374 [914, 166, 977, 380]
cell-qualification: 具备完全民事行为能力的自然人或合法存续的企业均可 [544, 2091, 606, 2304]
cell-asset-location: 绵阳市安州区花荄镇滨江西路北段2号 [237, 1877, 298, 2091]
cell-performance-bond: 3个月租金 [729, 1663, 790, 1877]
cell-transaction-method: 现场竞价，价高者得 [790, 1022, 851, 1235]
remark-item: 4.该资产租赁用途不得违反四川省、绵阳市、安州区相关文件精神；不得作为生产制作场所；不得存放有毒有害、易燃易爆等危险物品。装修需经出租方同意。 [982, 908, 1464, 938]
cell-business-project: 商业 [298, 1877, 360, 2091]
